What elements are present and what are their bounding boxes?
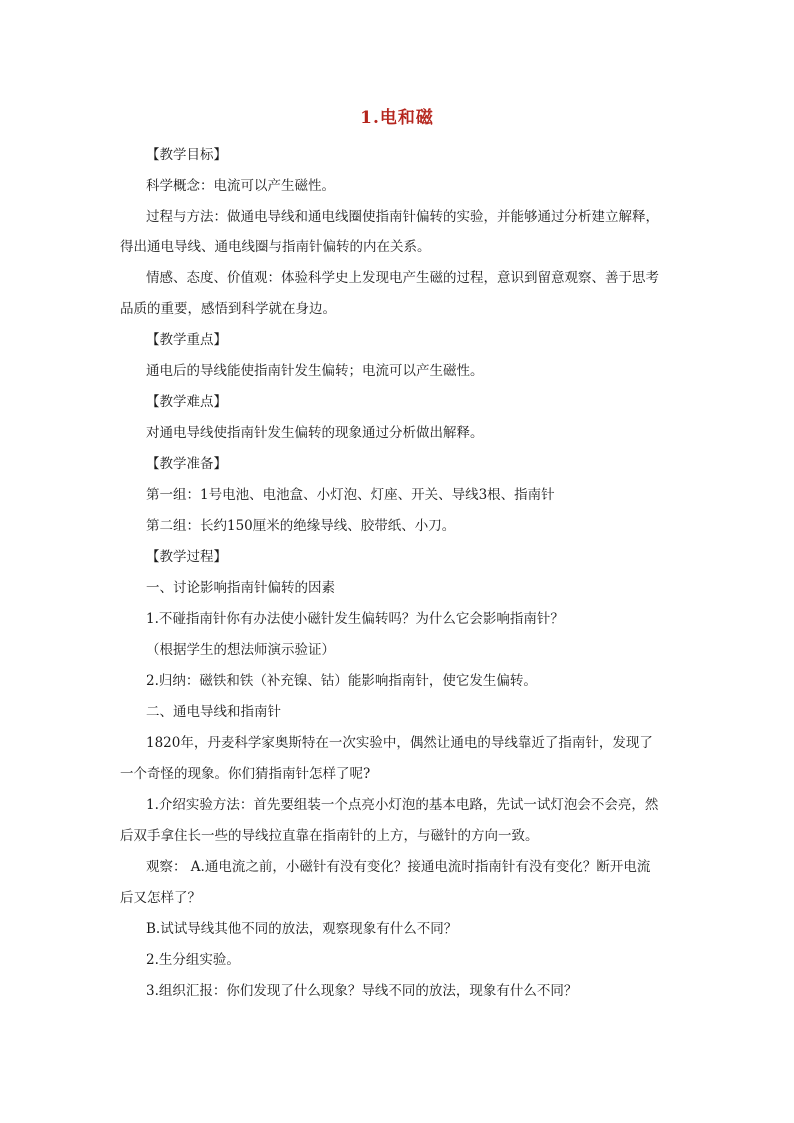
paragraph-line: 后双手拿住长一些的导线拉直靠在指南针的上方，与磁针的方向一致。 [120,828,539,844]
paragraph-line: 1.介绍实验方法：首先要组装一个点亮小灯泡的基本电路，先试一试灯泡会不会亮，然 [146,797,659,813]
section-heading-preparation: 【教学准备】 [146,456,227,472]
section-heading-difficulties: 【教学难点】 [146,394,227,410]
paragraph-line: 情感、态度、价值观：体验科学史上发现电产生磁的过程，意识到留意观察、善于思考 [146,270,659,286]
section-heading-key-points: 【教学重点】 [146,332,227,348]
paragraph-line: 过程与方法：做通电导线和通电线圈使指南针偏转的实验，并能够通过分析建立解释， [146,209,659,225]
paragraph-line: B.试试导线其他不同的放法，观察现象有什么不同？ [146,921,458,937]
paragraph-line: 1.不碰指南针你有办法使小磁针发生偏转吗？为什么它会影响指南针？ [146,611,564,627]
paragraph-line: （根据学生的想法师演示验证） [146,642,335,658]
paragraph-line: 二、通电导线和指南针 [146,704,281,720]
section-heading-process: 【教学过程】 [146,549,227,565]
paragraph-line: 2.生分组实验。 [146,952,240,968]
document-title: 1.电和磁 [360,108,434,128]
paragraph-line: 通电后的导线能使指南针发生偏转；电流可以产生磁性。 [146,363,484,379]
paragraph-line: 后又怎样了？ [120,890,201,906]
paragraph-line: 1820年，丹麦科学家奥斯特在一次实验中，偶然让通电的导线靠近了指南针，发现了 [146,735,653,751]
paragraph-line: 一个奇怪的现象。你们猜指南针怎样了呢? [120,766,371,782]
paragraph-line: 品质的重要，感悟到科学就在身边。 [120,301,336,317]
paragraph-line: 科学概念：电流可以产生磁性。 [146,178,335,194]
paragraph-line: 观察： A.通电流之前，小磁针有没有变化？接通电流时指南针有没有变化？断开电流 [146,859,651,875]
paragraph-line: 对通电导线使指南针发生偏转的现象通过分析做出解释。 [146,425,484,441]
section-heading-objectives: 【教学目标】 [146,147,227,163]
paragraph-line: 3.组织汇报：你们发现了什么现象？导线不同的放法，现象有什么不同？ [146,983,578,999]
paragraph-line: 得出通电导线、通电线圈与指南针偏转的内在关系。 [120,239,431,255]
paragraph-line: 第一组：1号电池、电池盒、小灯泡、灯座、开关、导线3根、指南针 [146,487,555,503]
paragraph-line: 第二组：长约150厘米的绝缘导线、胶带纸、小刀。 [146,518,456,534]
paragraph-line: 2.归纳：磁铁和铁（补充镍、钴）能影响指南针，使它发生偏转。 [146,673,537,689]
paragraph-line: 一、讨论影响指南针偏转的因素 [146,580,335,596]
